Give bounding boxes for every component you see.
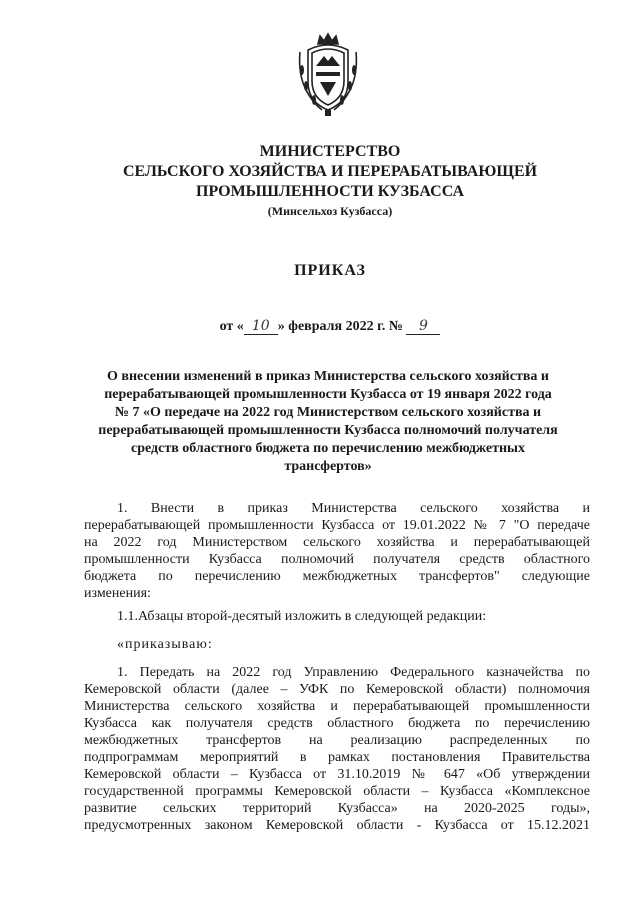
paragraph-line: развитие сельских территорий Кузбасса» на 2020-2025 годы», — [84, 801, 590, 816]
paragraph-line: изменения: — [84, 586, 151, 601]
ministry-line: МИНИСТЕРСТВО — [259, 143, 401, 160]
ministry-name — [60, 142, 600, 202]
title-line: перерабатывающей промышленности Кузбасса от 19 января 2022 года — [104, 387, 552, 402]
paragraph-2: 1.1.Абзацы второй-десятый изложить в следующей редакции: — [117, 609, 487, 624]
paragraph-line: 1. Передать на 2022 год Управлению Федерального казначейства по — [117, 665, 590, 680]
date-prefix: от — [219, 319, 234, 334]
paragraph-line: 1. Внести в приказ Министерства сельского хозяйства и — [117, 501, 590, 516]
paragraph-4 — [84, 664, 590, 834]
paragraph-line: предусмотренных законом Кемеровской области - Кузбасса от 15.12.2021 — [84, 818, 590, 833]
handwritten-day: 10 — [244, 318, 278, 335]
ministry-short-name: (Минсельхоз Кузбасса) — [267, 204, 393, 218]
paragraph-line: межбюджетных трансфертов на реализацию распределенных по — [84, 733, 590, 748]
paragraph-line: Министерства сельского хозяйства и перерабатывающей промышленности — [84, 699, 590, 714]
ministry-line: ПРОМЫШЛЕННОСТИ КУЗБАССА — [196, 183, 464, 200]
order-date-line — [60, 318, 600, 335]
date-month-year: » февраля 2022 г. — [277, 319, 386, 334]
title-line: трансфертов» — [284, 459, 372, 474]
paragraph-line: перерабатывающей промышленности Кузбасса от 19.01.2022 № 7 "О передаче — [84, 518, 590, 533]
document-type: ПРИКАЗ — [294, 262, 366, 279]
paragraph-line: бюджета по перечислению межбюджетных трансфертов" следующие — [84, 569, 590, 584]
open-quote: « — [236, 319, 244, 334]
ministry-line: СЕЛЬСКОГО ХОЗЯЙСТВА И ПЕРЕРАБАТЫВАЮЩЕЙ — [122, 163, 538, 180]
paragraph-line: на 2022 год Министерством сельского хозяйства и перерабатывающей — [84, 535, 590, 550]
title-line: № 7 «О передаче на 2022 год Министерством сельского хозяйства и — [114, 405, 542, 420]
title-line: перерабатывающей промышленности Кузбасса полномочий получателя — [98, 423, 558, 438]
paragraph-1 — [84, 500, 590, 602]
paragraph-line: Кузбасса как получателя средств областного бюджета по перечислению — [84, 716, 590, 731]
title-line: О внесении изменений в приказ Министерства сельского хозяйства и — [107, 369, 549, 384]
coat-of-arms-emblem — [296, 30, 360, 118]
paragraph-line: государственной программы Кемеровской области – Кузбасса «Комплексное — [84, 784, 590, 799]
title-line: средств областного бюджета по перечислению межбюджетных — [131, 441, 525, 456]
paragraph-line: Кемеровской области – Кузбасса от 31.10.2019 № 647 «Об утверждении — [84, 767, 590, 782]
order-title — [78, 368, 578, 476]
paragraph-3: «приказываю: — [117, 637, 213, 652]
paragraph-line: промышленности Кузбасса полномочий получателя средств областного — [84, 552, 590, 567]
paragraph-line: подпрограммам мероприятий в рамках постановления Правительства — [84, 750, 590, 765]
number-sign: № — [388, 319, 403, 334]
handwritten-number: 9 — [406, 318, 440, 335]
paragraph-line: Кемеровской области (далее – УФК по Кемеровской области) полномочия — [84, 682, 590, 697]
